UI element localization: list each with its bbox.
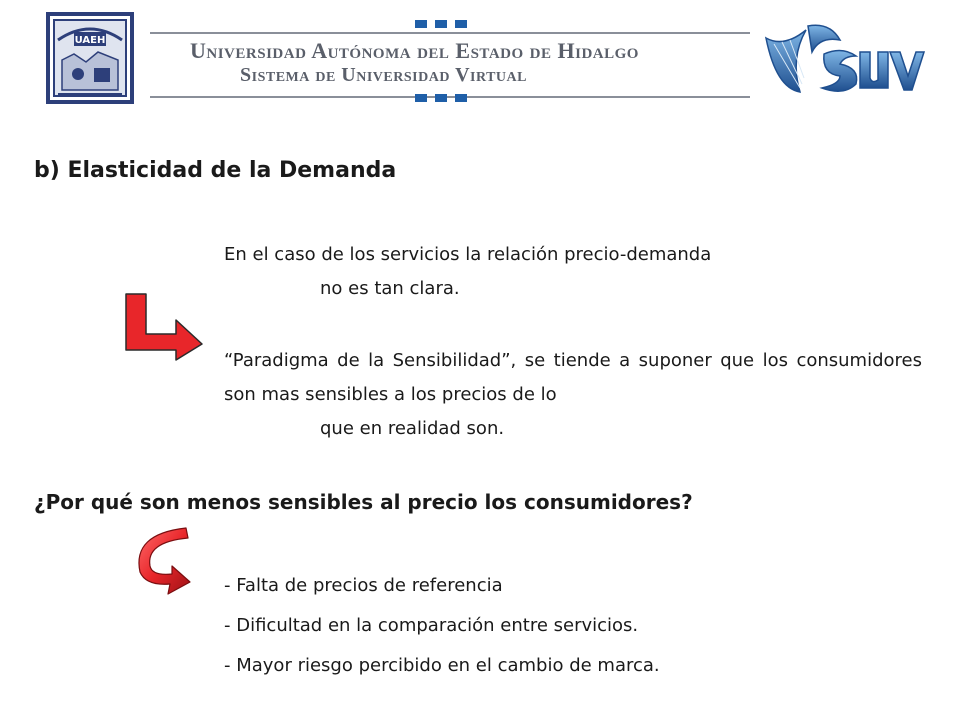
paragraph-sensitivity-paradigm [224, 344, 922, 446]
slide-header [0, 0, 960, 120]
list-item: - Falta de precios de referencia [224, 575, 503, 596]
accent-dots [415, 94, 475, 102]
section-title: b) Elasticidad de la Demanda [34, 158, 397, 183]
question-heading: ¿Por qué son menos sensibles al precio los consumidores? [34, 490, 693, 514]
paragraph-text: En el caso de los servicios la relación precio-demanda [224, 244, 712, 265]
paragraph-text: “Paradigma de la Sensibilidad”, se tiende a suponer que los consumidores son mas sensibles a los precios de lo [224, 350, 922, 405]
header-rule [150, 32, 750, 34]
suv-logo [760, 18, 925, 100]
curved-arrow-icon [128, 524, 192, 600]
svg-text:UAEH: UAEH [74, 35, 106, 46]
paragraph-continuation: no es tan clara. [320, 278, 460, 299]
accent-dots [415, 20, 475, 28]
list-item: - Dificultad en la comparación entre servicios. [224, 615, 639, 636]
paragraph-continuation: que en realidad son. [320, 418, 505, 439]
arrow-down-right-icon [122, 290, 206, 362]
uaeh-seal-logo [44, 10, 136, 106]
university-title-block [150, 20, 750, 108]
list-item: - Mayor riesgo percibido en el cambio de marca. [224, 655, 660, 676]
reasons-list [224, 566, 660, 686]
system-name: Sistema de Universidad Virtual [240, 64, 527, 86]
paragraph-price-demand [224, 238, 922, 306]
university-name: Universidad Autónoma del Estado de Hidalgo [190, 38, 639, 63]
